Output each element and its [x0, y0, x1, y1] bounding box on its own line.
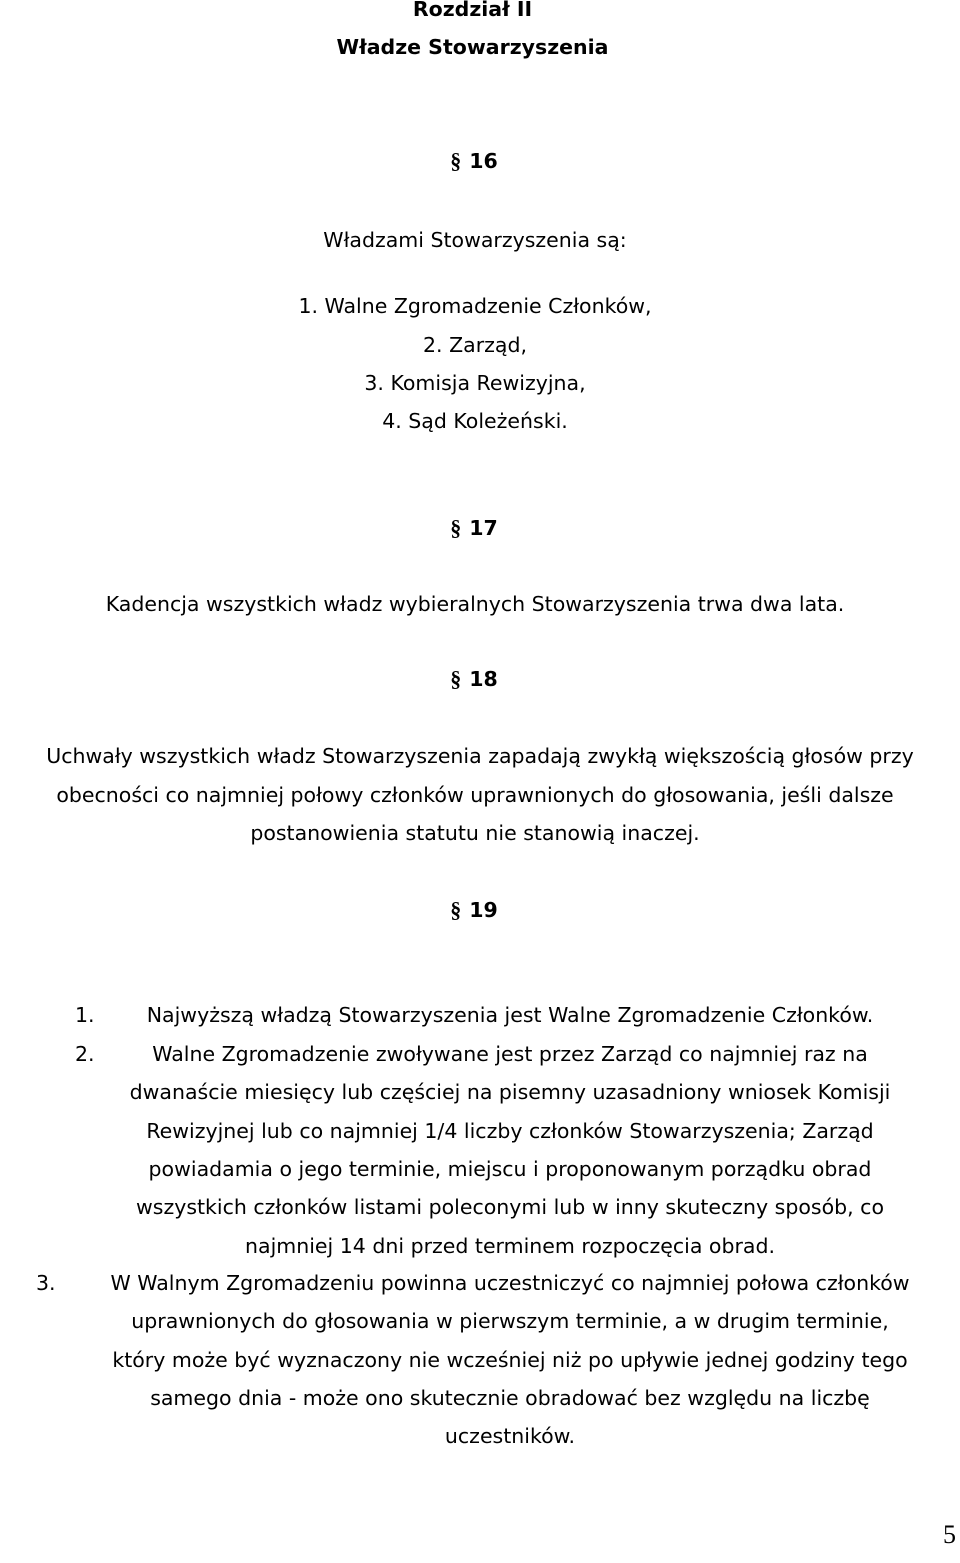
point-line: dwanaście miesięcy lub częściej na pisemny uzasadniony wniosek Komisji — [129, 1080, 891, 1104]
section-16-intro: Władzami Stowarzyszenia są: — [323, 228, 627, 252]
point-line: W Walnym Zgromadzeniu powinna uczestniczyć co najmniej połowa członków — [110, 1271, 910, 1295]
paragraph-symbol: § — [450, 148, 462, 173]
point-number: 3. — [36, 1271, 56, 1295]
section-17-text: Kadencja wszystkich władz wybieralnych Stowarzyszenia trwa dwa lata. — [105, 592, 845, 616]
section-18-line: Uchwały wszystkich władz Stowarzyszenia zapadają zwykłą większością głosów przy — [46, 744, 914, 768]
section-heading-17 — [0, 514, 948, 542]
point-line: Walne Zgromadzenie zwoływane jest przez Zarząd co najmniej raz na — [152, 1042, 868, 1066]
section-heading-18 — [0, 665, 948, 693]
section-18-line: postanowienia statutu nie stanowią inaczej. — [250, 821, 700, 845]
paragraph-symbol: § — [450, 666, 462, 691]
list-item: 2. Zarząd, — [423, 333, 527, 357]
point-line: uprawnionych do głosowania w pierwszym terminie, a w drugim terminie, — [131, 1309, 889, 1333]
point-line: który może być wyznaczony nie wcześniej niż po upływie jednej godziny tego — [112, 1348, 908, 1372]
section-number: 19 — [469, 898, 498, 922]
section-number: 16 — [469, 149, 498, 173]
section-number: 17 — [469, 516, 498, 540]
point-number: 2. — [75, 1042, 95, 1066]
section-heading-16 — [0, 147, 948, 175]
point-line: samego dnia - może ono skutecznie obradować bez względu na liczbę — [150, 1386, 870, 1410]
point-line: Najwyższą władzą Stowarzyszenia jest Walne Zgromadzenie Członków. — [146, 1003, 874, 1027]
list-item: 3. Komisja Rewizyjna, — [364, 371, 586, 395]
chapter-title: Władze Stowarzyszenia — [336, 35, 609, 59]
section-heading-19 — [0, 896, 948, 924]
point-line: uczestników. — [444, 1424, 576, 1448]
point-line: wszystkich członków listami poleconymi lub w inny skuteczny sposób, co — [136, 1195, 884, 1219]
point-line: Rewizyjnej lub co najmniej 1/4 liczby członków Stowarzyszenia; Zarząd — [146, 1119, 874, 1143]
page-number: 5 — [943, 1520, 956, 1549]
point-number: 1. — [75, 1003, 95, 1027]
point-line: powiadamia o jego terminie, miejscu i proponowanym porządku obrad — [148, 1157, 872, 1181]
list-item: 1. Walne Zgromadzenie Członków, — [298, 294, 652, 318]
point-line: najmniej 14 dni przed terminem rozpoczęcia obrad. — [245, 1234, 775, 1258]
section-number: 18 — [469, 667, 498, 691]
paragraph-symbol: § — [450, 515, 462, 540]
list-item: 4. Sąd Koleżeński. — [382, 409, 568, 433]
section-18-line: obecności co najmniej połowy członków uprawnionych do głosowania, jeśli dalsze — [56, 783, 894, 807]
chapter-number: Rozdział II — [412, 0, 533, 21]
paragraph-symbol: § — [450, 897, 462, 922]
